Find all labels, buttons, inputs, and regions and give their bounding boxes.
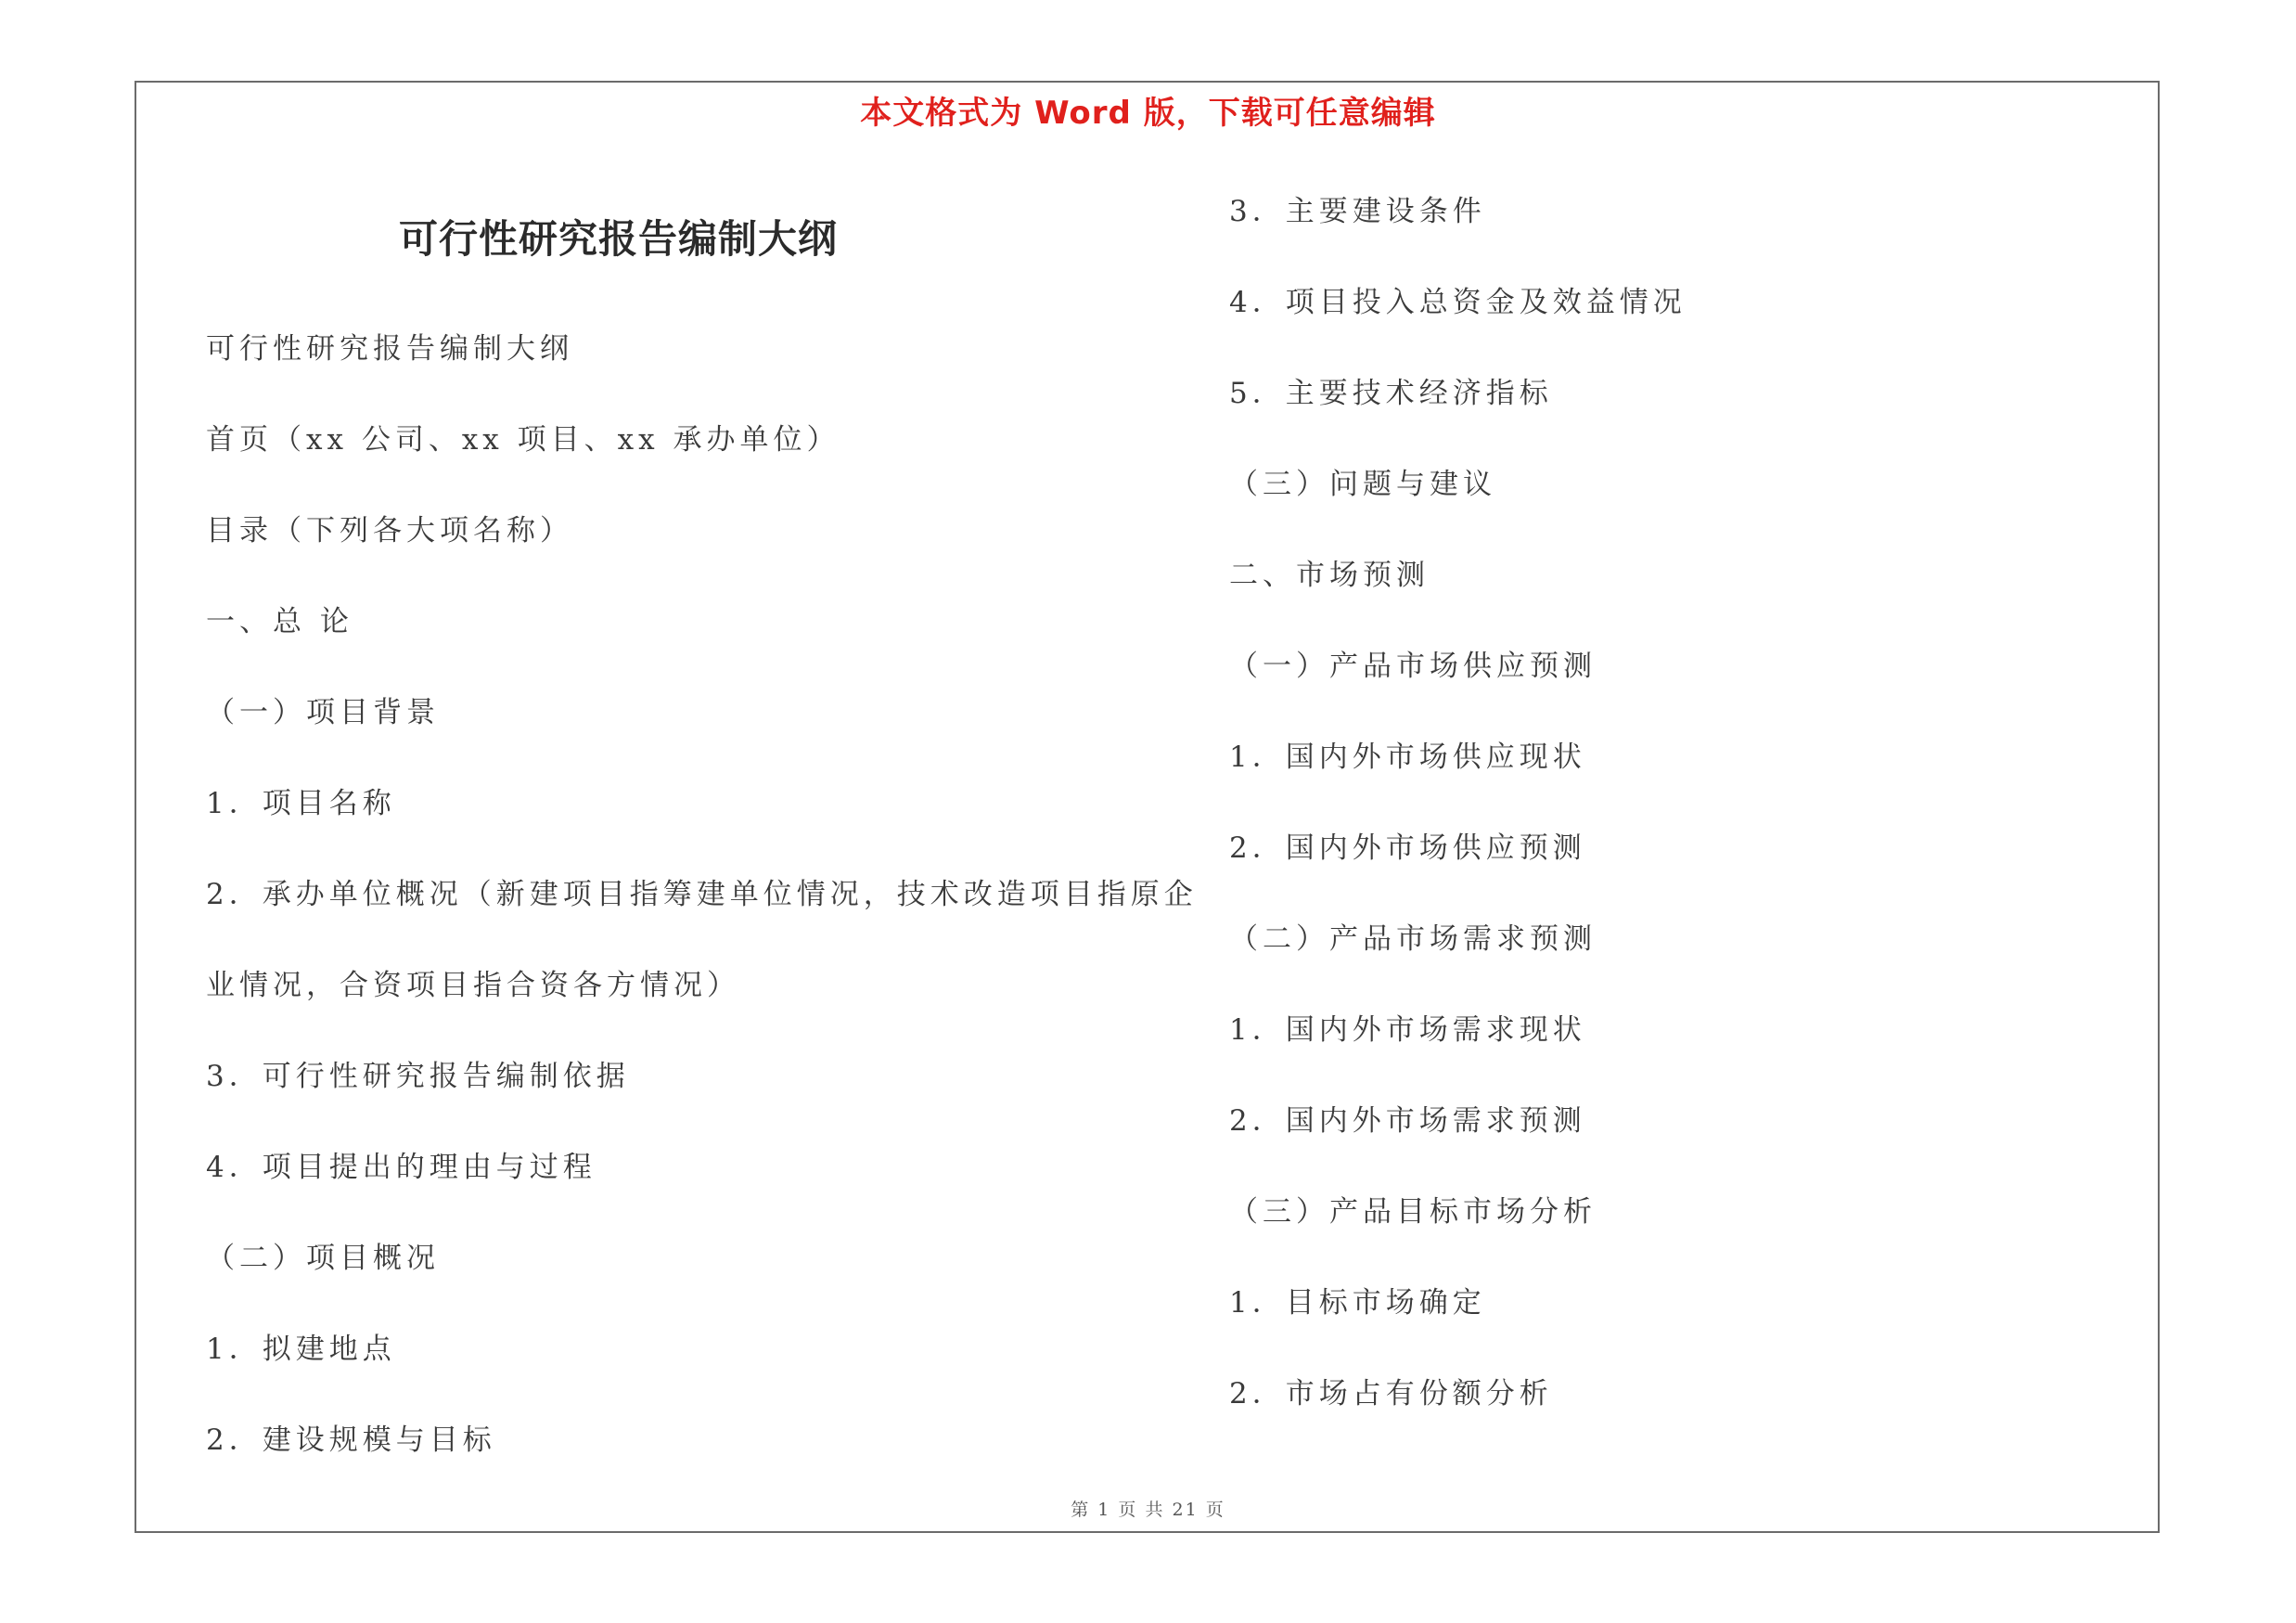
outline-line: 2．市场占有份额分析	[1229, 1377, 1553, 1410]
outline-line: 二、市场预测	[1229, 559, 1430, 592]
outline-line: 1．国内外市场供应现状	[1229, 741, 1586, 774]
outline-line: （一）产品市场供应预测	[1229, 650, 1597, 683]
outline-line: （二）产品市场需求预测	[1229, 922, 1597, 956]
outline-line: 2．国内外市场需求预测	[1229, 1104, 1586, 1138]
outline-line: 3．主要建设条件	[1229, 195, 1486, 228]
outline-line: 5．主要技术经济指标	[1229, 377, 1553, 410]
outline-line: （一）项目背景	[206, 696, 440, 729]
outline-line: 4．项目投入总资金及效益情况	[1229, 286, 1687, 319]
outline-line: 1．项目名称	[206, 787, 396, 820]
outline-line: （二）项目概况	[206, 1242, 440, 1275]
page-footer: 第 1 页 共 21 页	[1071, 1500, 1225, 1520]
outline-line: 可行性研究报告编制大纲	[206, 332, 573, 366]
outline-line: 4．项目提出的理由与过程	[206, 1151, 596, 1184]
outline-line: 3．可行性研究报告编制依据	[206, 1060, 630, 1093]
outline-line: 1．拟建地点	[206, 1333, 396, 1366]
document-title: 可行性研究报告编制大纲	[399, 216, 839, 262]
page-frame	[135, 81, 2160, 1533]
word-format-banner: 本文格式为 Word 版，下载可任意编辑	[860, 95, 1436, 132]
outline-line: 业情况，合资项目指合资各方情况）	[206, 969, 740, 1002]
outline-line: 2．国内外市场供应预测	[1229, 831, 1586, 865]
outline-line: 一、总 论	[206, 605, 353, 638]
outline-line: 2．承办单位概况（新建项目指筹建单位情况，技术改造项目指原企	[206, 878, 1198, 911]
outline-line: （三）产品目标市场分析	[1229, 1195, 1597, 1229]
outline-line: 1．国内外市场需求现状	[1229, 1013, 1586, 1047]
outline-line: 首页（xx 公司、xx 项目、xx 承办单位）	[206, 423, 840, 457]
outline-line: 2．建设规模与目标	[206, 1423, 496, 1457]
outline-line: （三）问题与建议	[1229, 468, 1496, 501]
outline-line: 1．目标市场确定	[1229, 1286, 1486, 1320]
outline-line: 目录（下列各大项名称）	[206, 514, 573, 547]
